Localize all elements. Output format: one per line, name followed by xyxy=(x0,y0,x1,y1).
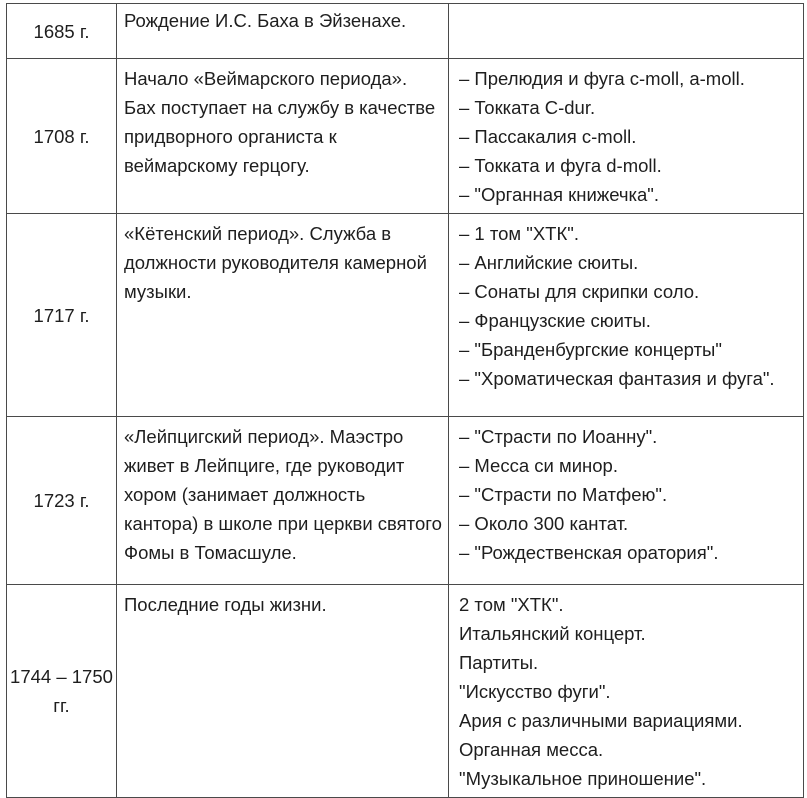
works-cell xyxy=(449,417,804,585)
year-cell: 1717 г. xyxy=(7,214,117,417)
year-cell: 1723 г. xyxy=(7,417,117,585)
event-cell: «Кётенский период». Служба в должности руководителя камерной музыки. xyxy=(117,214,449,417)
year-cell: 1744 – 1750 гг. xyxy=(7,585,117,798)
works-cell xyxy=(449,59,804,214)
work-item: – Месса си минор. xyxy=(459,455,618,476)
work-item: – "Хроматическая фантазия и фуга". xyxy=(459,368,775,389)
work-item: – "Страсти по Матфею". xyxy=(459,484,668,505)
event-cell: «Лейпцигский период». Маэстро живет в Лейпциге, где руководит хором (занимает должность кантора) в школе при церкви святого Фомы в Томасшуле. xyxy=(117,417,449,585)
work-item: – "Бранденбургские концерты" xyxy=(459,339,722,360)
works-cell xyxy=(449,214,804,417)
year-cell: 1685 г. xyxy=(7,4,117,59)
work-item: – Прелюдия и фуга c-moll, a-moll. xyxy=(459,68,745,89)
work-item: Ария с различными вариациями. xyxy=(459,710,743,731)
work-item: "Музыкальное приношение". xyxy=(459,768,707,789)
work-item: Органная месса. xyxy=(459,739,604,760)
table-row xyxy=(7,59,804,214)
work-item: – "Рождественская оратория". xyxy=(459,542,719,563)
work-item: – Французские сюиты. xyxy=(459,310,651,331)
work-item: – "Страсти по Иоанну". xyxy=(459,426,658,447)
table-row xyxy=(7,4,804,59)
work-item: – Токката и фуга d-moll. xyxy=(459,155,662,176)
event-cell: Начало «Веймарского периода». Бах поступает на службу в качестве придворного органиста к веймарскому герцогу. xyxy=(117,59,449,214)
work-item: – Токката C-dur. xyxy=(459,97,596,118)
work-item: "Искусство фуги". xyxy=(459,681,611,702)
year-cell: 1708 г. xyxy=(7,59,117,214)
table-row xyxy=(7,417,804,585)
work-item: Партиты. xyxy=(459,652,539,673)
work-item: – Сонаты для скрипки соло. xyxy=(459,281,700,302)
works-cell xyxy=(449,585,804,798)
work-item: 2 том "ХТК". xyxy=(459,594,564,615)
bach-chronology-table xyxy=(6,3,804,798)
work-item: – "Органная книжечка". xyxy=(459,184,660,205)
works-cell xyxy=(449,4,804,59)
work-item: – Около 300 кантат. xyxy=(459,513,629,534)
event-cell: Последние годы жизни. xyxy=(117,585,449,798)
table-row xyxy=(7,585,804,798)
work-item: – Английские сюиты. xyxy=(459,252,639,273)
work-item: Итальянский концерт. xyxy=(459,623,646,644)
table-row xyxy=(7,214,804,417)
event-cell: Рождение И.С. Баха в Эйзенахе. xyxy=(117,4,449,59)
work-item: – 1 том "ХТК". xyxy=(459,223,579,244)
work-item: – Пассакалия c-moll. xyxy=(459,126,637,147)
